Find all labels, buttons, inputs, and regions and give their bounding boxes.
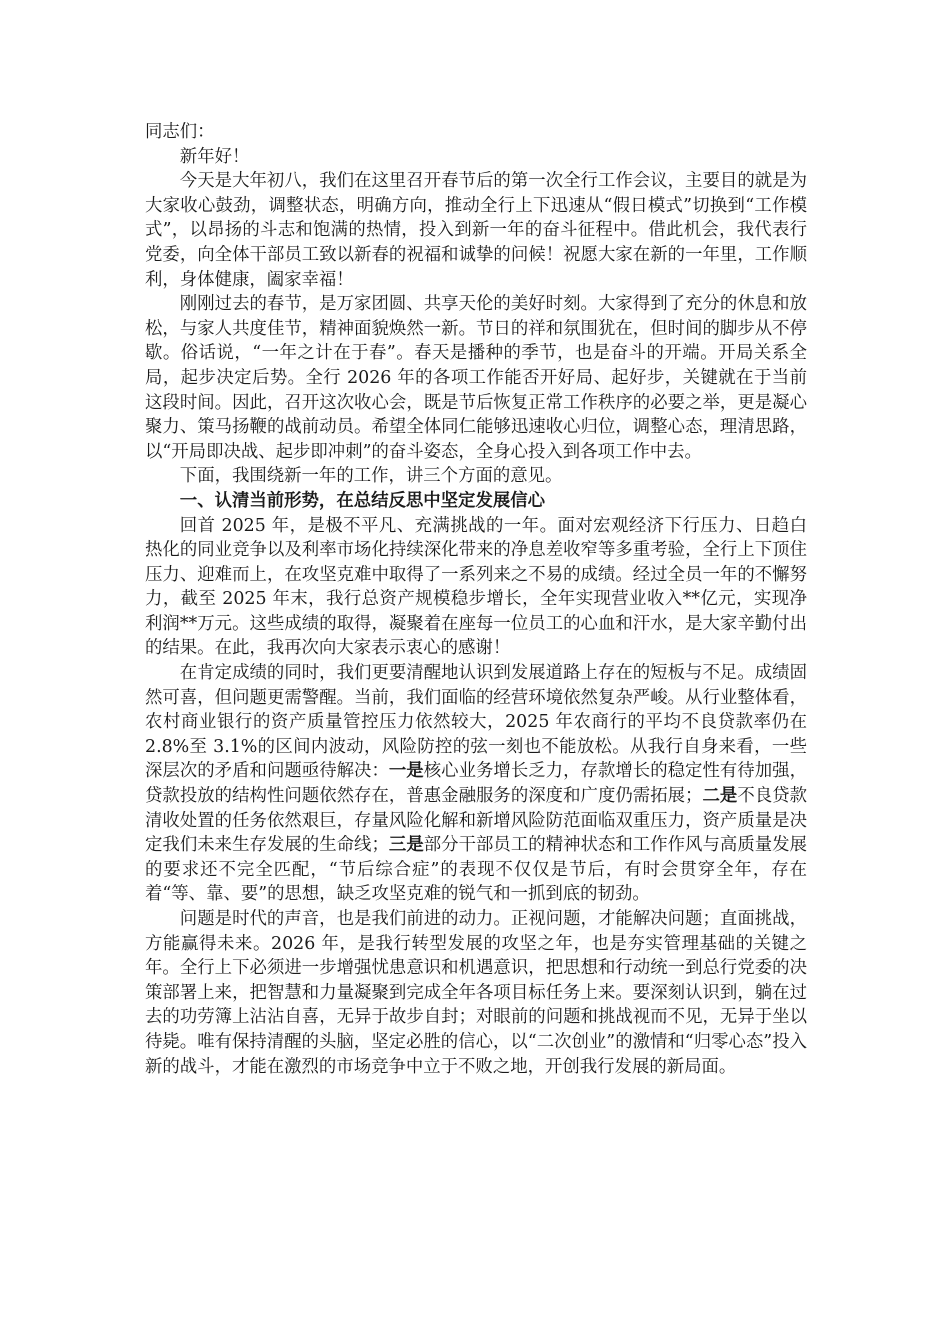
problems-intro-text: 在肯定成绩的同时，我们更要清醒地认识到发展道路上存在的短板与不足。成绩固然可喜，但问题更需警醒。当前，我们面临的经营环境依然复杂严峻。从行业整体看，农村商业银行的资产质量管控压力依然较大，2025 年农商行的平均不良贷款率仍在 2.8%至 3.1%的区间内波动，风险防控的弦一刻也不能放松。从我行自身来看，一些深层次的矛盾和问题亟待解决： [145,663,807,782]
problem-first-text: 核心业务增长乏力，存款增长的稳定性有待加强，贷款投放的结构性问题依然存在，普惠金融服务的深度和广度仍需拓展； [145,761,807,807]
paragraph-problems [145,661,807,907]
marker-third: 三是 [388,835,424,856]
paragraph-outline: 下面，我围绕新一年的工作，讲三个方面的意见。 [179,466,563,487]
problem-third-text: 部分干部员工的精神状态和工作作风与高质量发展的要求还不完全匹配，“节后综合症”的表现不仅仅是节后，有时会贯穿全年，存在着“等、靠、要”的思想，缺乏攻坚克难的锐气和一抓到底的韧劲。 [145,835,807,905]
paragraph-challenges: 问题是时代的声音，也是我们前进的动力。正视问题，才能解决问题；直面挑战，方能赢得未来。2026 年，是我行转型发展的攻坚之年，也是夯实管理基础的关键之年。全行上下必须进一步增强忧患意识和机遇意识，把思想和行动统一到总行党委的决策部署上来，把智慧和力量凝聚到完成全年各项目标任务上来。要深刻认识到，躺在过去的功劳簿上沾沾自喜，无异于故步自封；对眼前的问题和挑战视而不见，无异于坐以待毙。唯有保持清醒的头脑，坚定必胜的信心，以“二次创业”的激情和“归零心态”投入新的战斗，才能在激烈的市场竞争中立于不败之地，开创我行发展的新局面。 [145,909,807,1077]
salutation: 同志们： [145,122,215,142]
marker-second: 二是 [702,786,738,807]
paragraph-intro: 今天是大年初八，我们在这里召开春节后的第一次全行工作会议，主要目的就是为大家收心鼓劲，调整状态，明确方向，推动全行上下迅速从“假日模式”切换到“工作模式”，以昂扬的斗志和饱满的热情，投入到新一年的奋斗征程中。借此机会，我代表行党委，向全体干部员工致以新春的祝福和诚挚的问候！祝愿大家在新的一年里，工作顺利，身体健康，阖家幸福！ [145,171,807,290]
document-body [145,120,807,1079]
marker-first: 一是 [388,761,424,782]
section-heading-one: 一、认清当前形势，在总结反思中坚定发展信心 [179,490,546,511]
paragraph-review: 回首 2025 年，是极不平凡、充满挑战的一年。面对宏观经济下行压力、日趋白热化的同业竞争以及利率市场化持续深化带来的净息差收窄等多重考验，全行上下顶住压力、迎难而上，在攻坚克难中取得了一系列来之不易的成绩。经过全员一年的不懈努力，截至 2025 年末，我行总资产规模稳步增长，全年实现营业收入**亿元，实现净利润**万元。这些成绩的取得，凝聚着在座每一位员工的心血和汗水，是大家辛勤付出的结果。在此，我再次向大家表示衷心的感谢！ [145,515,807,659]
problem-second-text: 不良贷款清收处置的任务依然艰巨，存量风险化解和新增风险防范面临双重压力，资产质量是决定我们未来生存发展的生命线； [145,786,807,856]
greeting: 新年好！ [179,146,250,167]
paragraph-spring-festival: 刚刚过去的春节，是万家团圆、共享天伦的美好时刻。大家得到了充分的休息和放松，与家人共度佳节，精神面貌焕然一新。节日的祥和氛围犹在，但时间的脚步从不停歇。俗话说，“一年之计在于春”。春天是播种的季节，也是奋斗的开端。开局关系全局，起步决定后势。全行 2026 年的各项工作能否开好局、起好步，关键就在于当前这段时间。因此，召开这次收心会，既是节后恢复正常工作秩序的必要之举，更是凝心聚力、策马扬鞭的战前动员。希望全体同仁能够迅速收心归位，调整心态，理清思路，以“开局即决战、起步即冲刺”的奋斗姿态，全身心投入到各项工作中去。 [145,294,807,462]
